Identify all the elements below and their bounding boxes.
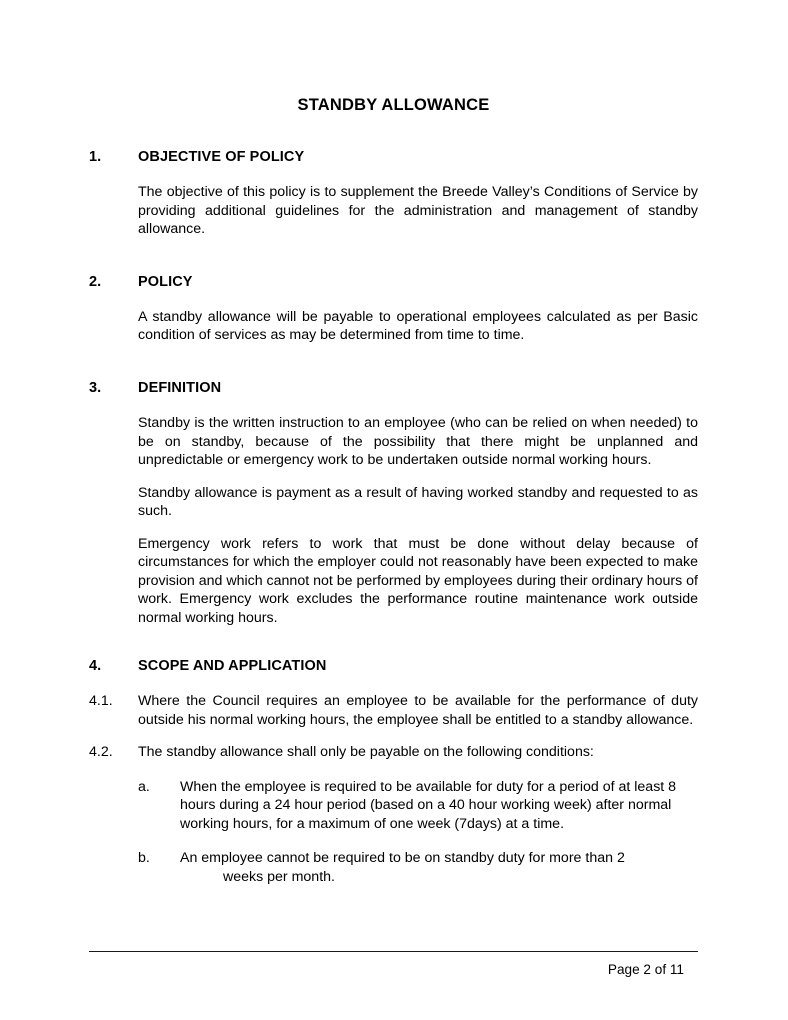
page-number-label: Page 2 of 11 (607, 962, 684, 977)
section-heading-3 (89, 379, 698, 397)
section-body-1: The objective of this policy is to supplement the Breede Valley’s Conditions of Service by providing additional guidelines for the administration and management of standby allowance. (138, 184, 698, 238)
section-3-paragraph-3: Emergency work refers to work that must be done without delay because of circumstances for which the employer could not reasonably have been expected to make provision and which cannot not be performed by employees during their ordinary hours of work. Emergency work excludes the performance routine maintenance work outside normal working hours. (138, 535, 698, 626)
section-3-paragraph-2: Standby allowance is payment as a result of having worked standby and requested to as such. (138, 484, 698, 520)
section-body-2: A standby allowance will be payable to operational employees calculated as per Basic condition of services as may be determined from time to time. (138, 308, 698, 344)
clause-number-4-1: 4.1. (89, 693, 113, 710)
section-number-3: 3. (89, 379, 102, 396)
section-heading-1 (89, 148, 698, 166)
clause-4-2 (89, 743, 698, 762)
subitem-a (89, 778, 698, 834)
clause-4-1 (89, 692, 698, 729)
page-title: STANDBY ALLOWANCE (297, 96, 490, 114)
footer-divider (89, 951, 698, 952)
section-heading-4 (89, 657, 698, 675)
section-heading-2 (89, 273, 698, 291)
subitem-text-b-line-1: An employee cannot be required to be on standby duty for more than 2 (180, 850, 625, 867)
document-body (89, 0, 698, 886)
section-title-4: SCOPE AND APPLICATION (138, 658, 327, 675)
section-title-2: POLICY (138, 273, 193, 290)
subitem-letter-b: b. (138, 850, 150, 867)
section-number-4: 4. (89, 658, 102, 675)
page-footer (89, 951, 698, 978)
subitem-text-a: When the employee is required to be available for duty for a period of at least 8 hours during a 24 hour period (based on a 40 hour working week) after normal working hours, for a maximum of one week (7days) at a time. (180, 778, 677, 832)
section-title-3: DEFINITION (138, 379, 222, 396)
section-number-2: 2. (89, 273, 102, 290)
section-number-1: 1. (89, 149, 102, 166)
subitem-b (89, 849, 698, 886)
section-3-paragraph-1: Standby is the written instruction to an employee (who can be relied on when needed) to be on standby, because of the possibility that there might be unplanned and unpredictable or emergency work to be undertaken outside normal working hours. (138, 415, 698, 469)
subitem-letter-a: a. (138, 778, 150, 795)
clause-number-4-2: 4.2. (89, 744, 113, 761)
clause-text-4-2: The standby allowance shall only be payable on the following conditions: (138, 744, 594, 761)
section-title-1: OBJECTIVE OF POLICY (138, 149, 305, 166)
subitem-text-b-line-2: weeks per month. (223, 868, 335, 885)
clause-text-4-1: Where the Council requires an employee to be available for the performance of duty outside his normal working hours, the employee shall be entitled to a standby allowance. (138, 693, 698, 728)
